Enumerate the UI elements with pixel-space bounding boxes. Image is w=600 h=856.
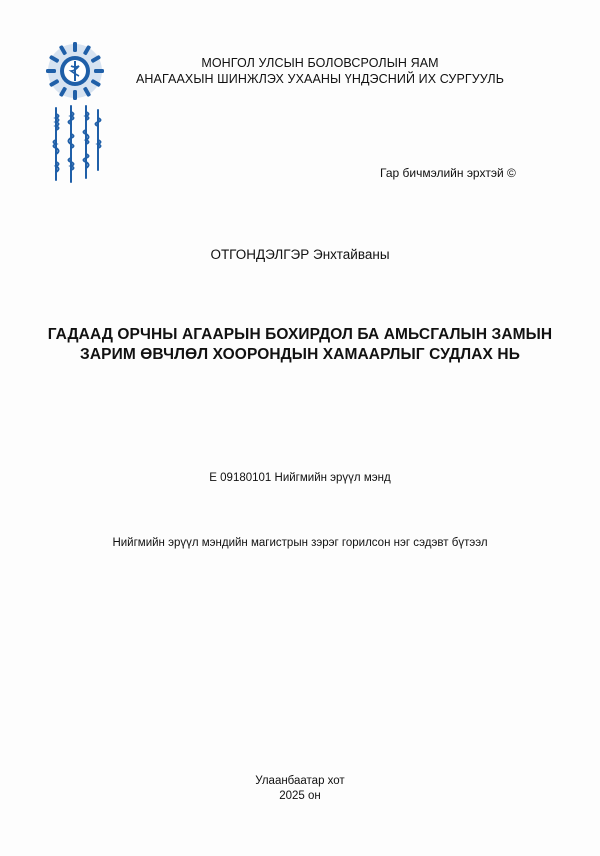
- thesis-title-line-1: ГАДААД ОРЧНЫ АГААРЫН БОХИРДОЛ БА АМЬСГАЛЫН ЗАМЫН: [47, 326, 553, 343]
- city-name: Улаанбаатар хот: [255, 775, 345, 787]
- thesis-title-line-2: ЗАРИМ ӨВЧЛӨЛ ХООРОНДЫН ХАМААРЛЫГ СУДЛАХ НЬ: [80, 346, 520, 363]
- copyright-note: Гар бичмэлийн эрхтэй ©: [380, 166, 516, 180]
- year: 2025 он: [279, 790, 321, 802]
- university-name: АНАГААХЫН ШИНЖЛЭХ УХААНЫ ҮНДЭСНИЙ ИХ СУРГУУЛЬ: [135, 72, 505, 86]
- university-emblem-icon: [44, 40, 106, 190]
- degree-statement: Нийгмийн эрүүл мэндийн магистрын зэрэг горилсон нэг сэдэвт бүтээл: [112, 537, 488, 549]
- author-name: ОТГОНДЭЛГЭР Энхтайваны: [210, 247, 390, 262]
- specialty-code: Е 09180101 Нийгмийн эрүүл мэнд: [209, 472, 391, 484]
- ministry-name: МОНГОЛ УЛСЫН БОЛОВСРОЛЫН ЯАМ: [201, 56, 439, 70]
